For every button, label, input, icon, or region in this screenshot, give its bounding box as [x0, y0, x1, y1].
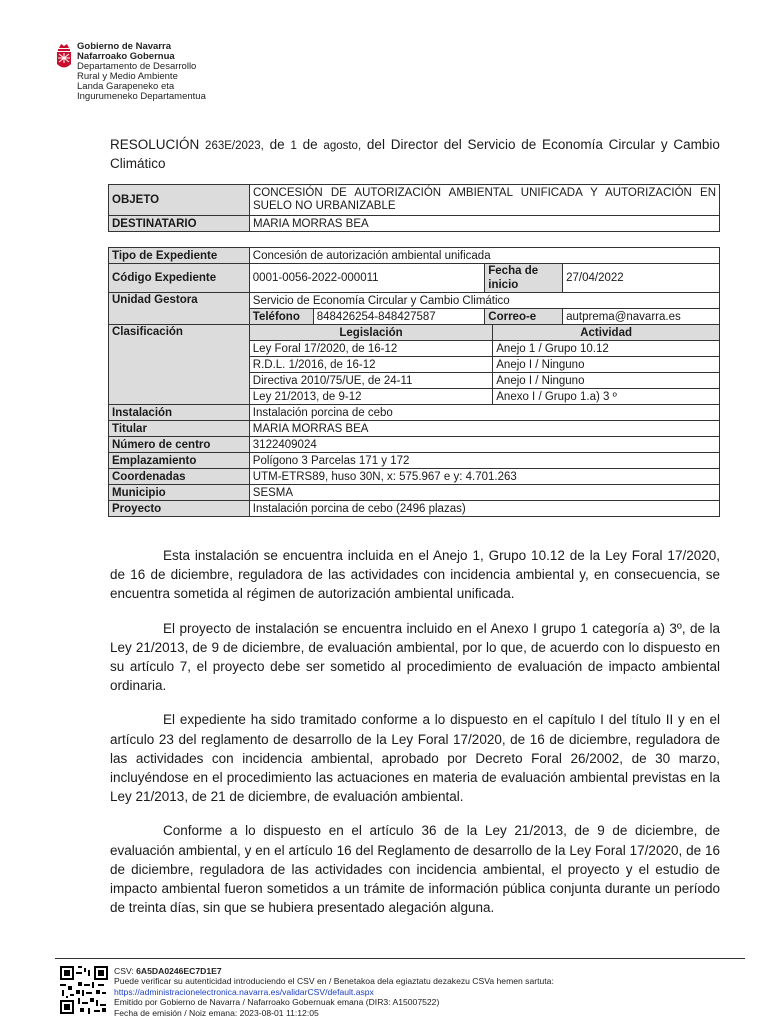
actividad-header: Actividad — [493, 325, 720, 341]
actividad-cell: Anejo 1 / Grupo 10.12 — [493, 341, 720, 357]
table-row — [109, 469, 720, 485]
summary-table — [108, 184, 720, 232]
csv-code: 6A5DA0246EC7D1E7 — [136, 966, 222, 976]
table-row — [109, 248, 720, 264]
telefono-value: 848426254-848427587 — [313, 309, 485, 325]
titular-label: Titular — [109, 421, 250, 437]
navarra-crest-icon — [55, 42, 73, 72]
instalacion-value: Instalación porcina de cebo — [249, 405, 719, 421]
paragraph-3: El expediente ha sido tramitado conforme a lo dispuesto en el capítulo I del título II y en el artículo 23 del reglamento de desarrollo de la Ley Foral 17/2020, de 16 de diciembre, reguladora de las actividades con incidencia ambiental, aprobado por Decreto Foral 26/2002, de 30 marzo, incluyéndose en el procedimiento las actuaciones en materia de evaluación ambiental previstas en la Ley 21/2013, de 21 de diciembre, de evaluación ambiental. — [110, 712, 720, 805]
table-row — [109, 501, 720, 517]
coordenadas-value: UTM-ETRS89, huso 30N, x: 575.967 e y: 4.701.263 — [249, 469, 719, 485]
table-row — [109, 405, 720, 421]
proyecto-value: Instalación porcina de cebo (2496 plazas) — [249, 501, 719, 517]
objeto-value: CONCESIÓN DE AUTORIZACIÓN AMBIENTAL UNIFICADA Y AUTORIZACIÓN EN SUELO NO URBANIZABLE — [250, 185, 720, 216]
tipo-value: Concesión de autorización ambiental unificada — [249, 248, 719, 264]
objeto-label: OBJETO — [109, 185, 250, 216]
csv-line — [114, 966, 554, 976]
issuer-text: Emitido por Gobierno de Navarra / Nafarroako Gobernuak emana (DIR3: A15007522) — [114, 997, 440, 1008]
telefono-label: Teléfono — [249, 309, 313, 325]
correo-label: Correo-e — [485, 309, 563, 325]
correo-value: autprema@navarra.es — [563, 309, 720, 325]
legislacion-cell: Ley 21/2013, de 9-12 — [249, 389, 492, 405]
table-row — [109, 485, 720, 501]
resolution-number: 263E/2023, — [205, 140, 264, 152]
destinatario-value: MARIA MORRAS BEA — [250, 216, 720, 232]
coordenadas-label: Coordenadas — [109, 469, 250, 485]
footer-divider — [55, 958, 745, 959]
paragraph-4: Conforme a lo dispuesto en el artículo 36 de la Ley 21/2013, de 9 de diciembre, de evaluación ambiental, y en el artículo 16 del Reglamento de desarrollo de la Ley Foral 17/2020, de 16 de diciembre, reguladora de las actividades con incidencia ambiental, el proyecto y el estudio de impacto ambiental fueron sometidos a un trámite de información pública conjunta durante un período de treinta días, sin que se hubiera presentado alegación alguna. — [110, 823, 720, 916]
codigo-label: Código Expediente — [109, 264, 250, 293]
verify-text: Puede verificar su autenticidad introduciendo el CSV en / Benetakoa dela egiaztatu dezakezu CSVa hemen sartuta: — [114, 976, 554, 987]
gov-line-3: Departamento de Desarrollo — [77, 61, 197, 72]
destinatario-label: DESTINATARIO — [109, 216, 250, 232]
paragraph-2: El proyecto de instalación se encuentra incluido en el Anexo I grupo 1 categoría a) 3º, de la Ley 21/2013, de 9 de diciembre, de evaluación ambiental, por lo que, de acuerdo con lo dispuesto en su artículo 7, el proyecto debe ser sometido al procedimiento de evaluación de impacto ambiental ordinaria. — [110, 620, 720, 694]
resolution-title — [110, 136, 720, 173]
legislacion-cell: R.D.L. 1/2016, de 16-12 — [249, 357, 492, 373]
centro-label: Número de centro — [109, 437, 250, 453]
table-row — [109, 264, 720, 293]
gov-line-5: Landa Garapeneko eta — [77, 81, 175, 92]
table-row — [109, 325, 720, 341]
gov-line-6: Ingurumeneko Departamentua — [77, 91, 206, 102]
codigo-value: 0001-0056-2022-000011 — [249, 264, 484, 293]
title-rest: del Director del Servicio de Economía Circular y Cambio Climático — [110, 137, 720, 171]
instalacion-label: Instalación — [109, 405, 250, 421]
centro-value: 3122409024 — [249, 437, 719, 453]
table-row — [109, 293, 720, 309]
verify-link[interactable]: https://administracionelectronica.navarra.es/validarCSV/default.aspx — [114, 986, 374, 997]
emplazamiento-label: Emplazamiento — [109, 453, 250, 469]
table-row — [109, 453, 720, 469]
actividad-cell: Anejo I / Ninguno — [493, 373, 720, 389]
resolution-body — [110, 546, 720, 932]
csv-label: CSV: — [114, 966, 134, 976]
emplazamiento-value: Polígono 3 Parcelas 171 y 172 — [249, 453, 719, 469]
municipio-label: Municipio — [109, 485, 250, 501]
table-row — [109, 437, 720, 453]
footer-info — [114, 966, 554, 1018]
title-word: de — [302, 137, 318, 152]
actividad-cell: Anexo I / Grupo 1.a) 3 º — [493, 389, 720, 405]
resolution-month: agosto, — [323, 140, 362, 152]
legislacion-cell: Ley Foral 17/2020, de 16-12 — [249, 341, 492, 357]
proyecto-label: Proyecto — [109, 501, 250, 517]
government-logo — [55, 42, 206, 102]
table-row — [109, 421, 720, 437]
details-table — [108, 247, 720, 517]
titular-value: MARIA MORRAS BEA — [249, 421, 719, 437]
gov-line-1: Gobierno de Navarra — [77, 41, 171, 52]
gov-line-4: Rural y Medio Ambiente — [77, 71, 178, 82]
resolution-day: 1 — [290, 140, 297, 152]
unidad-label: Unidad Gestora — [109, 293, 250, 325]
qr-code-icon — [60, 966, 108, 1014]
fecha-label: Fecha de inicio — [485, 264, 563, 293]
tipo-label: Tipo de Expediente — [109, 248, 250, 264]
gov-line-2: Nafarroako Gobernua — [77, 51, 175, 62]
title-word: de — [269, 137, 285, 152]
clasificacion-label: Clasificación — [109, 325, 250, 405]
legislacion-cell: Directiva 2010/75/UE, de 24-11 — [249, 373, 492, 389]
paragraph-1: Esta instalación se encuentra incluida en el Anejo 1, Grupo 10.12 de la Ley Foral 17/2020, de 16 de diciembre, reguladora de las actividades con incidencia ambiental y, en consecuencia, se encuentra sometida al régimen de autorización ambiental unificada. — [110, 548, 720, 602]
issue-date: Fecha de emisión / Noiz emana: 2023-08-01 11:12:05 — [114, 1007, 319, 1018]
fecha-value: 27/04/2022 — [563, 264, 720, 293]
unidad-value: Servicio de Economía Circular y Cambio Climático — [249, 293, 719, 309]
municipio-value: SESMA — [249, 485, 719, 501]
title-prefix: RESOLUCIÓN — [110, 137, 200, 152]
actividad-cell: Anejo I / Ninguno — [493, 357, 720, 373]
legislacion-header: Legislación — [249, 325, 492, 341]
